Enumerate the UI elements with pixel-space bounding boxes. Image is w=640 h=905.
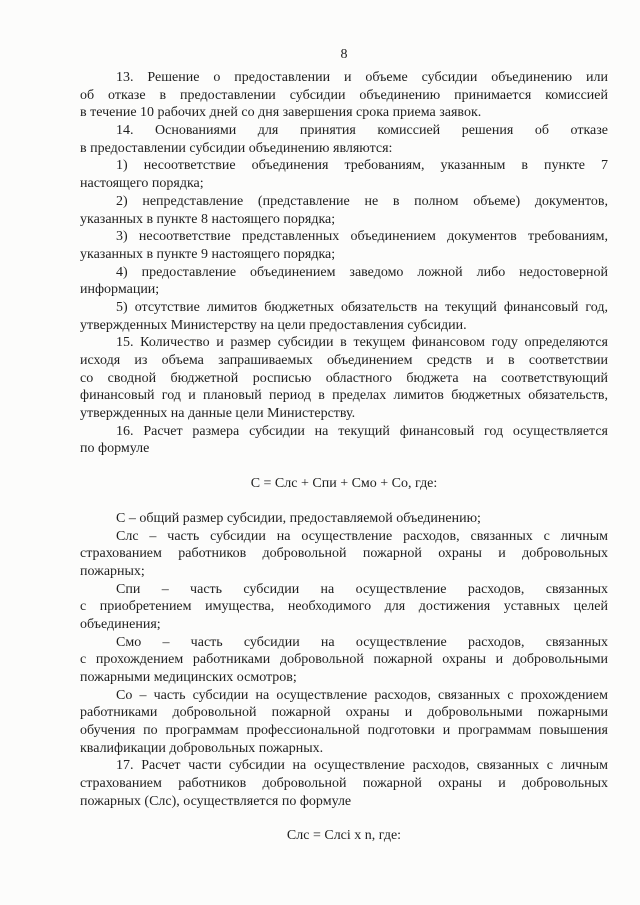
text-line: указанных в пункте 8 настоящего порядка; <box>80 211 336 227</box>
text-line: 4) предоставление объединением заведомо ложной либо недостоверной <box>116 264 608 280</box>
text-line: пожарных (Слс), осуществляется по формуле <box>80 793 352 809</box>
text-line: Смо – часть субсидии на осуществление расходов, связанных <box>116 634 608 650</box>
text-line: в предоставлении субсидии объединению являются: <box>80 140 393 156</box>
text-line: Спи – часть субсидии на осуществление расходов, связанных <box>116 581 608 597</box>
text-line: страхованием работников добровольной пожарной охраны и добровольных <box>80 776 608 792</box>
formula-term-insurance <box>80 528 608 581</box>
text-line: обучения по программам профессиональной подготовки и программам повышения <box>80 723 608 739</box>
formula-term-property <box>80 581 608 634</box>
clause-14-item-5 <box>80 299 608 334</box>
text-line: страхованием работников добровольной пожарной охраны и добровольных <box>80 546 608 562</box>
text-line: с прохождением работниками добровольной пожарной охраны и добровольными <box>80 652 608 668</box>
text-line: пожарными медицинских осмотров; <box>80 670 297 686</box>
text-line: утвержденных Министерству на цели предоставления субсидии. <box>80 317 467 333</box>
clause-14-item-1 <box>80 157 608 192</box>
clause-17 <box>80 757 608 810</box>
text-line: 3) несоответствие представленных объединением документов требованиям, <box>116 229 608 245</box>
formula-insurance-part: Слс = Слсi x n, где: <box>286 827 402 843</box>
clause-15 <box>80 334 608 422</box>
text-line: 5) отсутствие лимитов бюджетных обязательств на текущий финансовый год, <box>116 299 608 315</box>
text-line: с приобретением имущества, необходимого для достижения уставных целей <box>80 599 608 615</box>
formula-term-total <box>80 510 608 528</box>
text-line: 2) непредставление (представление не в полном объеме) документов, <box>116 193 608 209</box>
clause-14-item-4 <box>80 264 608 299</box>
text-line: пожарных; <box>80 563 145 579</box>
formula-term-training <box>80 687 608 758</box>
text-line: утвержденных на данные цели Министерству. <box>80 406 356 422</box>
text-line: 17. Расчет части субсидии на осуществление расходов, связанных с личным <box>116 758 608 774</box>
document-body <box>80 69 608 844</box>
text-line: объединения; <box>80 616 161 632</box>
text-line: по формуле <box>80 441 150 457</box>
text-line: 13. Решение о предоставлении и объеме субсидии объединению или <box>116 70 608 85</box>
text-line: 15. Количество и размер субсидии в текущем финансовом году определяются <box>116 335 608 351</box>
clause-13 <box>80 69 608 122</box>
clause-14 <box>80 122 608 157</box>
clause-14-item-2 <box>80 193 608 228</box>
text-line: 16. Расчет размера субсидии на текущий финансовый год осуществляется <box>116 423 608 439</box>
text-line: Слс – часть субсидии на осуществление расходов, связанных с личным <box>116 528 608 544</box>
text-line: об отказе в предоставлении субсидии объединению принимается комиссией <box>80 87 608 103</box>
text-line: Со – часть субсидии на осуществление расходов, связанных с прохождением <box>116 687 608 703</box>
formula-subsidy-total: С = Слс + Спи + Смо + Со, где: <box>250 475 438 491</box>
text-line: работниками добровольной пожарной охраны и добровольными пожарными <box>80 705 608 721</box>
clause-14-item-3 <box>80 228 608 263</box>
text-line: финансовый год и плановый период в пределах лимитов бюджетных обязательств, <box>80 388 608 404</box>
text-line: квалификации добровольных пожарных. <box>80 740 324 756</box>
text-line: со сводной бюджетной росписью областного бюджета на соответствующий <box>80 370 608 386</box>
text-line: исходя из объема запрашиваемых объединением средств и в соответствии <box>80 353 608 368</box>
text-line: 1) несоответствие объединения требованиям, указанным в пункте 7 <box>116 158 608 174</box>
page-number: 8 <box>340 47 348 62</box>
text-line: информации; <box>80 282 160 298</box>
text-line: в течение 10 рабочих дней со дня завершения срока приема заявок. <box>80 105 482 121</box>
clause-16 <box>80 423 608 458</box>
text-line: указанных в пункте 9 настоящего порядка; <box>80 246 336 262</box>
text-line: настоящего порядка; <box>80 176 204 192</box>
text-line: 14. Основаниями для принятия комиссией решения об отказе <box>116 123 608 139</box>
formula-term-medical <box>80 634 608 687</box>
text-line: С – общий размер субсидии, предоставляемой объединению; <box>116 510 481 526</box>
